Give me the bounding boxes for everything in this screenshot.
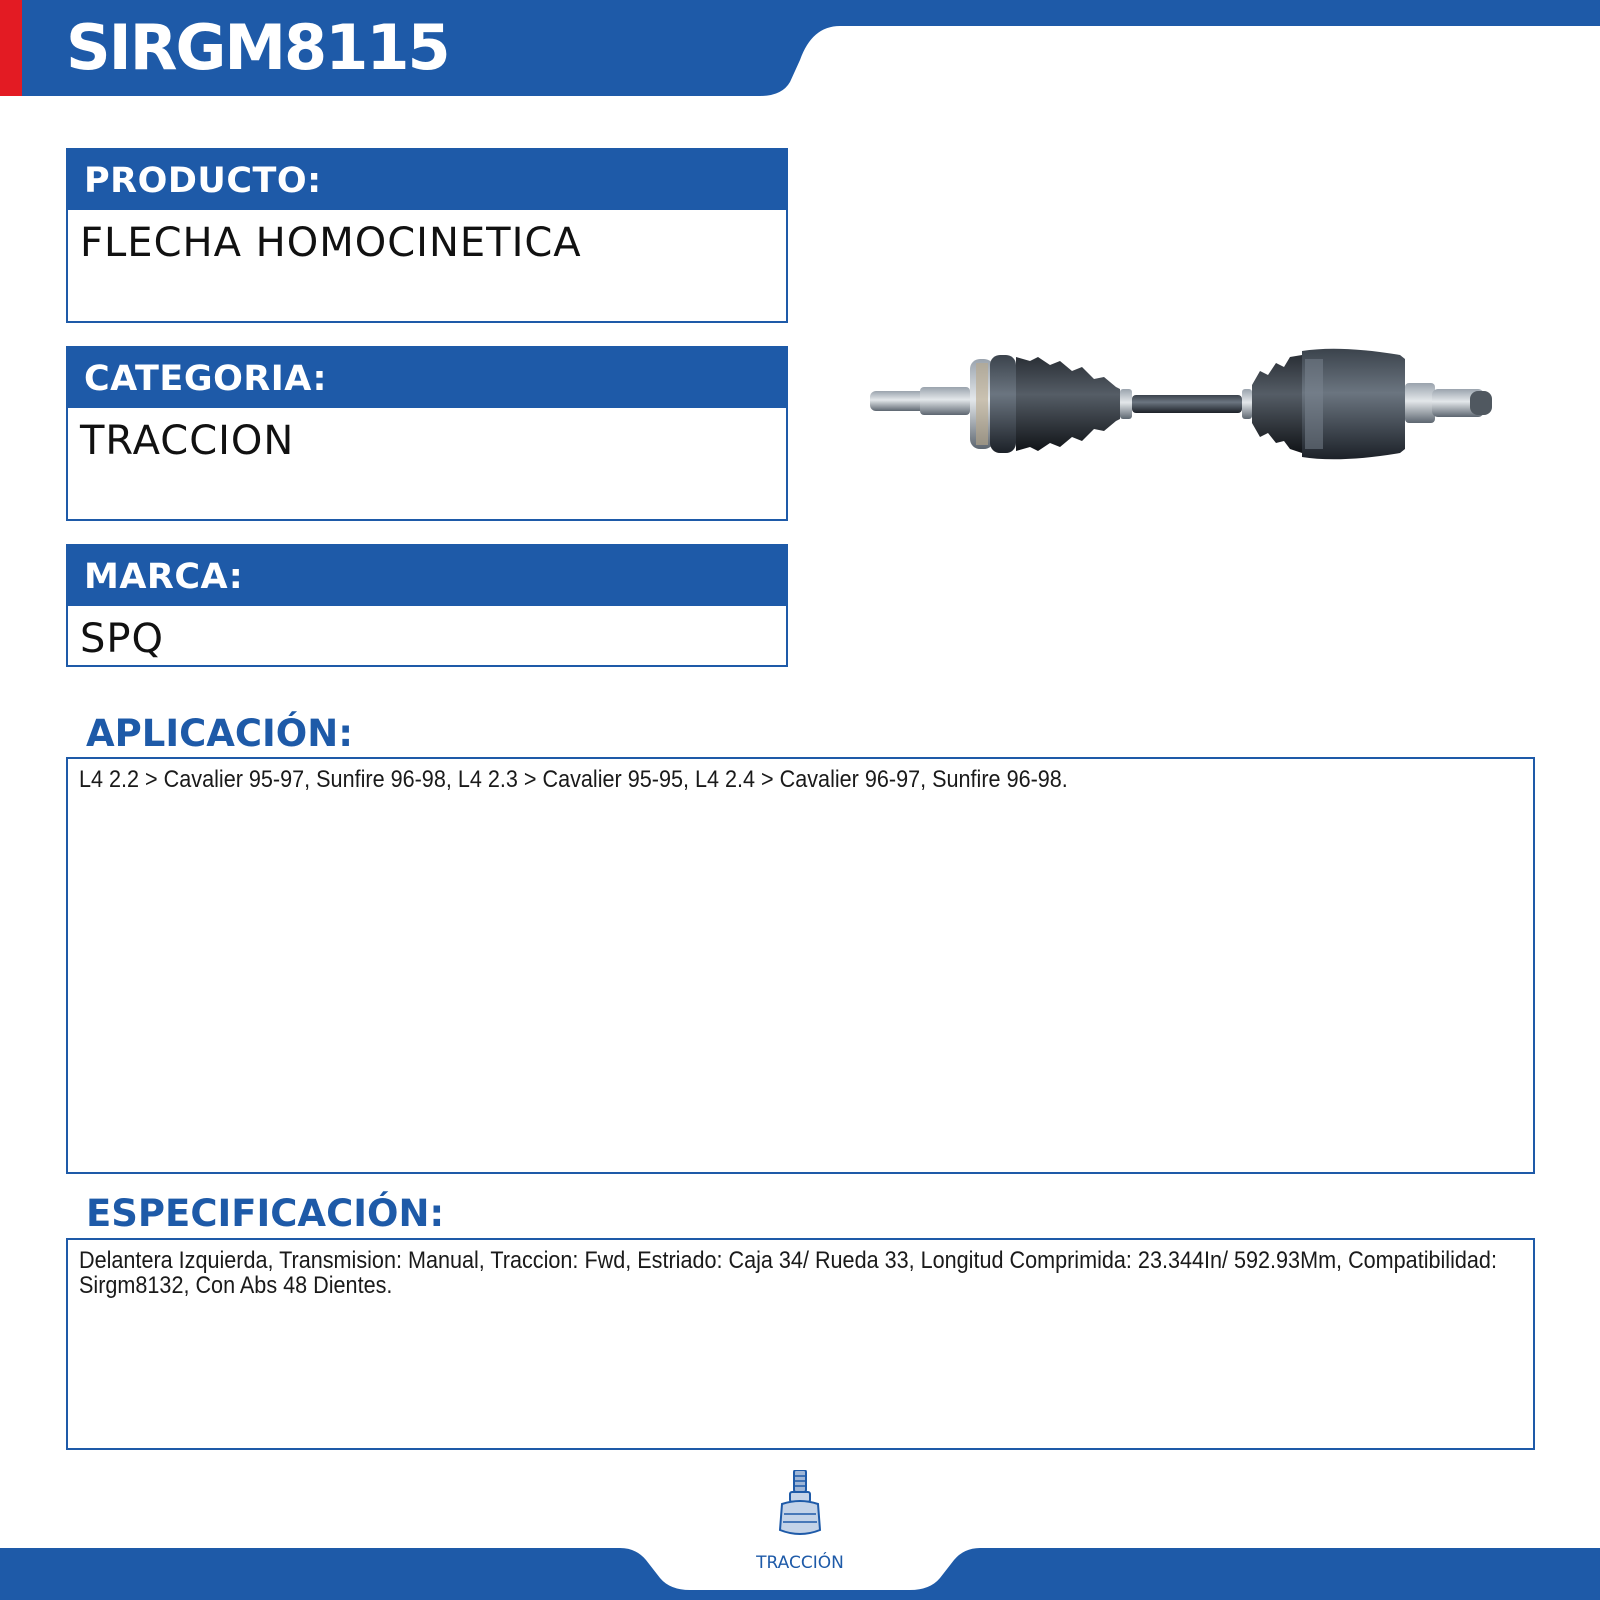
sku-title: SIRGM8115 xyxy=(66,11,449,84)
aplicacion-box xyxy=(66,757,1535,1174)
aplicacion-title: APLICACIÓN: xyxy=(86,712,354,755)
categoria-label: CATEGORIA: xyxy=(68,348,786,408)
categoria-value: TRACCION xyxy=(80,418,295,464)
footer-category-label: TRACCIÓN xyxy=(756,1553,844,1573)
marca-value: SPQ xyxy=(80,616,164,662)
categoria-field xyxy=(66,346,788,521)
marca-label: MARCA: xyxy=(68,546,786,606)
cv-joint-icon xyxy=(776,1470,824,1540)
marca-field xyxy=(66,544,788,667)
producto-label: PRODUCTO: xyxy=(68,150,786,210)
especificacion-title: ESPECIFICACIÓN: xyxy=(86,1192,445,1235)
especificacion-box xyxy=(66,1238,1535,1450)
producto-field xyxy=(66,148,788,323)
red-accent-strip xyxy=(0,0,22,96)
producto-value: FLECHA HOMOCINETICA xyxy=(80,220,582,266)
especificacion-text: Delantera Izquierda, Transmision: Manual, Traccion: Fwd, Estriado: Caja 34/ Rueda 33, Longitud Comprimida: 23.344In/ 592.93Mm, Compatibilidad: Sirgm8132, Con Abs 48 Dientes. xyxy=(79,1247,1497,1299)
aplicacion-text: L4 2.2 > Cavalier 95-97, Sunfire 96-98, L4 2.3 > Cavalier 95-95, L4 2.4 > Cavalier 96-97, Sunfire 96-98. xyxy=(79,766,1068,793)
cv-axle-product-image xyxy=(870,345,1495,465)
